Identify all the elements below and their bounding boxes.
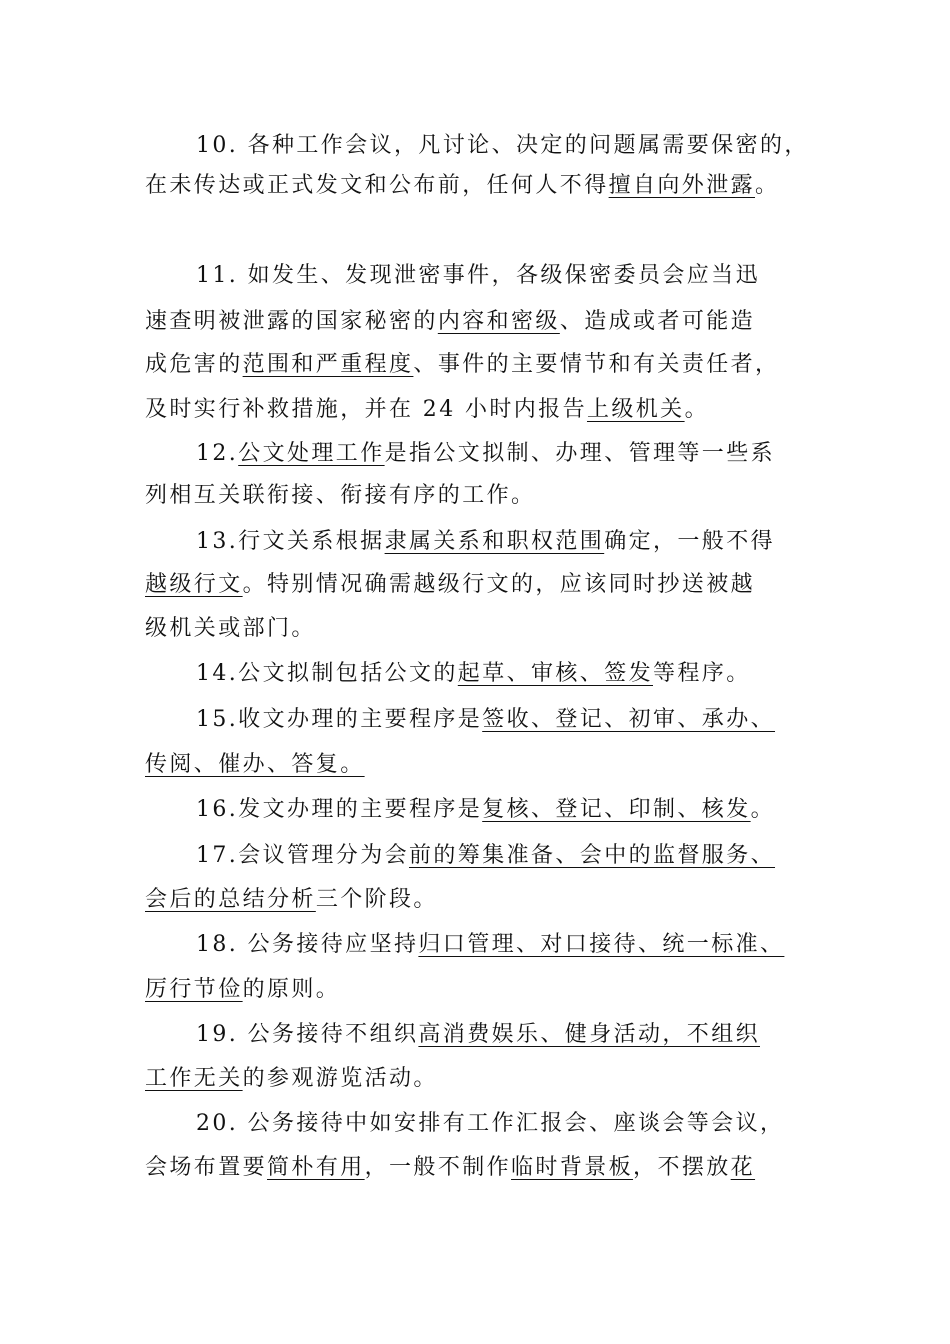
text-line [145,302,755,342]
text-line [145,1059,438,1099]
text-segment: 11. 如发生、发现泄密事件，各级保密委员会应当迅 [196,263,760,288]
underlined-answer: 擅自向外泄露 [608,173,756,198]
underlined-answer: 上级机关 [586,397,685,422]
underlined-answer: 隶属关系和职权范围 [384,529,605,554]
underlined-answer: 范围和严重程度 [242,352,414,377]
text-segment: 是指公文拟制、办理、管理等一些系 [384,441,775,466]
underlined-answer: 归口管理、对口接待、统一标准、 [418,932,785,957]
text-line [196,434,775,474]
text-segment: 17.会议管理分为会 [196,843,409,868]
text-segment: 及时实行补救措施，并在 24 小时内报告 [145,397,587,422]
underlined-answer: 临时背景板 [511,1155,634,1180]
text-line [145,880,438,920]
underlined-answer: 公文处理工作 [238,441,385,466]
text-segment: 的原则。 [242,977,341,1002]
text-segment: 等程序。 [653,661,751,686]
text-segment: 。 [684,397,709,422]
text-segment: 、事件的主要情节和有关责任者， [413,352,780,377]
underlined-answer: 内容和密级 [437,309,560,334]
underlined-answer: 签收、登记、初审、承办、 [482,707,776,732]
text-line [145,1148,755,1188]
text-segment: 的参观游览活动。 [242,1066,438,1091]
text-line [145,476,535,516]
text-segment: ，不摆放 [633,1155,731,1180]
underlined-answer: 前的筹集准备、会中的监督服务、 [409,843,776,868]
text-line [145,565,755,605]
underlined-answer: 简朴有用 [267,1155,365,1180]
text-segment: 14.公文拟制包括公文的 [196,661,458,686]
text-line [196,126,809,166]
underlined-answer: 起草、审核、签发 [457,661,653,686]
text-line [145,970,340,1010]
underlined-answer: 越级行文 [145,572,243,597]
text-line [196,925,784,965]
text-segment: 确定，一般不得 [604,529,776,554]
text-segment: 在未传达或正式发文和公布前，任何人不得 [145,173,609,198]
text-segment: 10. 各种工作会议，凡讨论、决定的问题属需要保密的， [196,133,809,158]
text-segment: 15.收文办理的主要程序是 [196,707,483,732]
text-line [196,700,775,740]
text-segment: 13.行文关系根据 [196,529,385,554]
text-line [196,522,775,562]
text-segment: 速查明被泄露的国家秘密的 [145,309,438,334]
text-segment: 18. 公务接待应坚持 [196,932,419,957]
underlined-answer: 传阅、催办、答复。 [145,752,365,777]
text-segment: 。特别情况确需越级行文的，应该同时抄送被越 [242,572,756,597]
text-segment: 。 [755,173,780,198]
underlined-answer: 会后的总结分析 [145,887,316,912]
text-line [145,390,709,430]
text-segment: 20. 公务接待中如安排有工作汇报会、座谈会等会议， [196,1111,785,1136]
text-segment: 12. [196,441,239,466]
text-line [196,1015,760,1055]
text-segment: 。 [750,797,776,822]
text-segment: 、造成或者可能造 [559,309,756,334]
text-line [196,654,751,694]
text-line [196,256,760,296]
text-line [145,166,779,206]
text-segment: 16.发文办理的主要程序是 [196,797,483,822]
text-segment: 三个阶段。 [315,887,438,912]
text-segment: 成危害的 [145,352,243,377]
underlined-answer: 高消费娱乐、健身活动，不组织 [418,1022,760,1047]
text-segment: 19. 公务接待不组织 [196,1022,419,1047]
text-line [196,836,775,876]
text-segment: 会场布置要 [145,1155,268,1180]
text-segment: 级机关或部门。 [145,616,316,641]
underlined-answer: 花 [730,1155,756,1180]
text-line [196,1104,784,1144]
text-segment: 列相互关联衔接、衔接有序的工作。 [145,483,536,508]
underlined-answer: 复核、登记、印制、核发 [482,797,751,822]
text-line [145,745,365,785]
text-line [196,790,775,830]
text-line [145,345,779,385]
text-segment: ，一般不制作 [364,1155,512,1180]
underlined-answer: 厉行节俭 [145,977,243,1002]
underlined-answer: 工作无关 [145,1066,243,1091]
text-line [145,609,316,649]
